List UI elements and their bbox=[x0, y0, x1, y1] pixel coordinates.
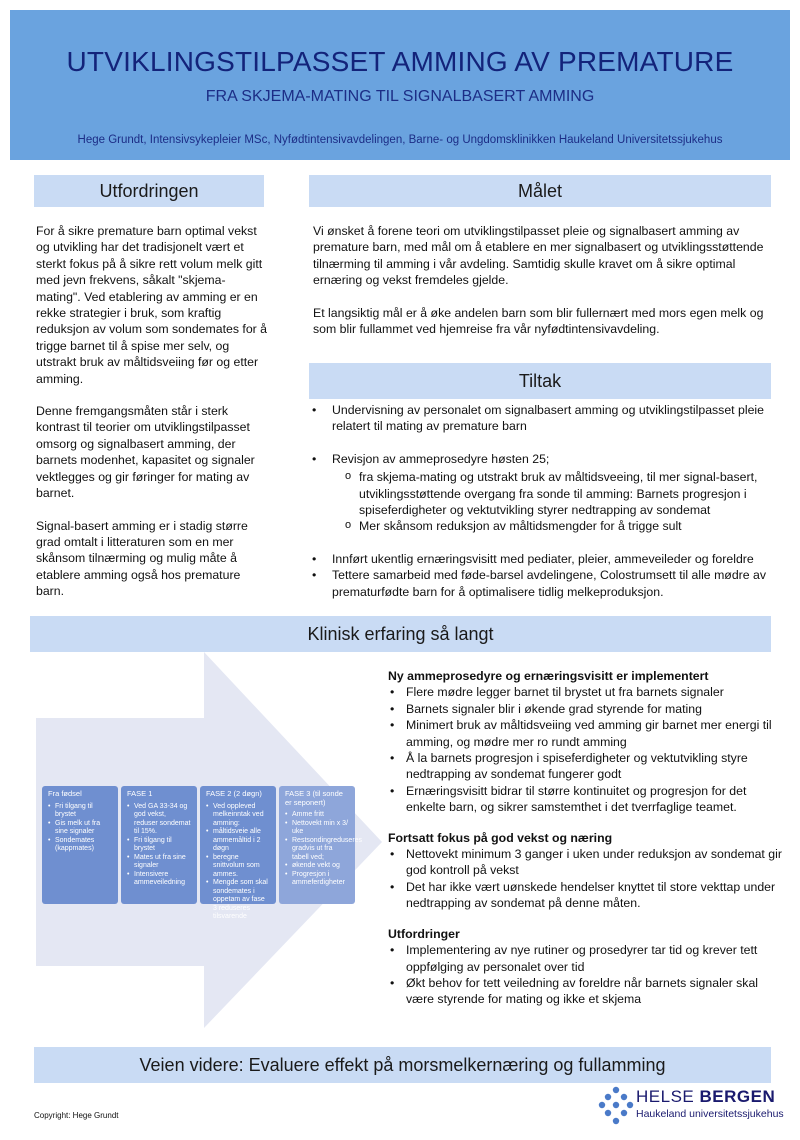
helse-bergen-logo bbox=[598, 1083, 788, 1127]
klinisk-item: • Barnets signaler blir i økende grad styrende for mating bbox=[388, 701, 784, 717]
klinisk-item: • Økt behov for tett veiledning av foreldre når barnets signaler skal være styrende for mating og ikke et skjema bbox=[388, 975, 784, 1008]
phase-box-fase2 bbox=[200, 786, 276, 920]
utfordringen-heading: Utfordringen bbox=[34, 175, 264, 207]
malet-heading: Målet bbox=[309, 175, 771, 207]
author-line: Hege Grundt, Intensivsykepleier MSc, Nyfødtintensivavdelingen, Barne- og Ungdomsklinikken Haukeland Universitetssjukehus bbox=[77, 134, 723, 146]
phase-box-fodsel bbox=[42, 786, 118, 904]
phase-item: • Sondemates (kappmates) bbox=[48, 837, 112, 854]
utfordringen-text bbox=[36, 223, 268, 616]
klinisk-item: • Implementering av nye rutiner og prosedyrer tar tid og krever tett oppfølging av personalet over tid bbox=[388, 942, 784, 975]
phase-box-fase1 bbox=[121, 786, 197, 904]
phase-item: • Intensivere ammeveiledning bbox=[127, 871, 191, 888]
klinisk-subheading: Utfordringer bbox=[388, 926, 460, 941]
klinisk-subheading: Ny ammeprosedyre og ernæringsvisitt er implementert bbox=[388, 669, 709, 683]
tiltak-item: • Tettere samarbeid med føde-barsel avdelingene, Colostrumsett til alle mødre av prematurfødte barn for å optimalisere tidlig melkeproduksjon. bbox=[305, 567, 775, 600]
phase-item: • Fri tilgang til brystet bbox=[48, 803, 112, 820]
phase-title: FASE 2 (2 døgn) bbox=[206, 789, 262, 798]
phase-item: • Nettovekt min x 3/ uke bbox=[285, 820, 349, 837]
phase-item: • Gis melk ut fra sine signaler bbox=[48, 820, 112, 837]
phase-item: • beregne snittvolum som ammes. bbox=[206, 854, 270, 880]
logo-subtitle: Haukeland universitetssjukehus bbox=[636, 1108, 784, 1120]
klinisk-heading: Klinisk erfaring så langt bbox=[30, 616, 771, 652]
utfordringen-paragraph: Denne fremgangsmåten står i sterk kontrast til teorier om utviklingstilpasset omsorg og signalbasert amming, der barnets modenhet, kapasitet og signaler vektlegges og gir føringer for mating av barnet. bbox=[36, 404, 255, 501]
phase-item: • Mates ut fra sine signaler bbox=[127, 854, 191, 871]
poster-header bbox=[10, 10, 790, 160]
utfordringen-paragraph: For å sikre premature barn optimal vekst og utvikling har det tradisjonelt vært et sterkt fokus på å sikre rett volum melk gitt med jevn frekvens, såkalt "skjema-mating". Ved etablering av amming er en rekke strategier i bruk, som kraftig reduksjon av volum som sondemates for å trigge barnet til å spise mer selv, og utstrakt bruk av måltidsveiing før og etter amming. bbox=[36, 224, 268, 386]
poster-title: UTVIKLINGSTILPASSET AMMING AV PREMATURE bbox=[66, 46, 734, 77]
utfordringen-paragraph: Signal-basert amming er i stadig større grad omtalt i litteraturen som en mer skånsom tilnærming og mulig måte å etablere amming også hos premature barn. bbox=[36, 518, 248, 599]
tiltak-subitem: o fra skjema-mating og utstrakt bruk av måltidsveeing, til mer signal-basert, utviklingsstøttende overgang fra sonde til amming: Barnets progresjon i spiseferdigheter og vektutvikling styrer nedtrapping av sondemat bbox=[332, 469, 775, 518]
tiltak-item: • Revisjon av ammeprosedyre høsten 25; o fra skjema-mating og utstrakt bruk av måltidsveeing, til mer signal-basert, utviklingsstøttende overgang fra sonde til amming: Barnets progresjon i spiseferdigheter og vektutvikling styrer nedtrapping av sondemat o Mer skånsom reduksjon av måltidsmengder for å trigge sult bbox=[305, 451, 775, 535]
klinisk-subheading: Fortsatt fokus på god vekst og næring bbox=[388, 830, 613, 845]
klinisk-item: • Minimert bruk av måltidsveiing ved amming gir barnet mer energi til amming, og mødre mer ro rundt amming bbox=[388, 717, 784, 750]
logo-name: HELSE BERGEN bbox=[636, 1087, 776, 1106]
phase-box-fase3 bbox=[279, 786, 363, 904]
malet-paragraph: Et langsiktig mål er å øke andelen barn som blir fullernært med mors egen melk og som blir fullammet ved hjemreise fra vår nyfødtintensivavdeling. bbox=[313, 305, 764, 337]
phase-item: • måltidsveie alle ammemåltid i 2 døgn bbox=[206, 828, 270, 854]
klinisk-item: • Flere mødre legger barnet til brystet ut fra barnets signaler bbox=[388, 684, 784, 700]
tiltak-list bbox=[305, 402, 775, 600]
klinisk-text bbox=[388, 668, 784, 1008]
malet-text bbox=[313, 223, 769, 353]
tiltak-item: • Undervisning av personalet om signalbasert amming og utviklingstilpasset pleie relatert til mating av premature barn bbox=[305, 402, 775, 435]
phase-item: • Fri tilgang til brystet bbox=[127, 837, 191, 854]
tiltak-heading: Tiltak bbox=[309, 363, 771, 399]
phase-item: • Progresjon i ammeferdigheter bbox=[285, 871, 349, 888]
veien-videre-banner: Veien videre: Evaluere effekt på morsmelkernæring og fullamming bbox=[34, 1047, 771, 1083]
malet-paragraph: Vi ønsket å forene teori om utviklingstilpasset pleie og signalbasert amming av premature barn, med mål om å etablere en mer signalbasert og utviklingsstøttende tilnærming til amming i vår avdeling. Samtidig skulle kravet om å sikre optimal ernæring og vekst fremdeles gjelde. bbox=[313, 224, 764, 288]
phase-item: • Ved oppleved melkeinntak ved amming: bbox=[206, 803, 270, 829]
poster-subtitle: FRA SKJEMA-MATING TIL SIGNALBASERT AMMING bbox=[205, 88, 595, 105]
phase-item: • Restsondingreduseres gradvis ut fra tabell ved; bbox=[285, 837, 349, 863]
klinisk-item: • Det har ikke vært uønskede hendelser knyttet til store vekttap under nedtrapping av sondemat på denne måten. bbox=[388, 879, 784, 912]
logo-dots-icon bbox=[598, 1085, 634, 1127]
phase-item: • Ved GA 33-34 og god vekst, reduser sondemat til 15%. bbox=[127, 803, 191, 837]
tiltak-subitem: o Mer skånsom reduksjon av måltidsmengder for å trigge sult bbox=[332, 518, 775, 534]
phase-item: • økende vekt og bbox=[285, 862, 349, 871]
klinisk-item: • Nettovekt minimum 3 ganger i uken under reduksjon av sondemat gir god kontroll på vekst bbox=[388, 846, 784, 879]
klinisk-item: • Ernæringsvisitt bidrar til større kontinuitet og progresjon for det enkelte barn, og sikrer samstemthet i det tverrfaglige teamet. bbox=[388, 783, 784, 816]
copyright-text: Copyright: Hege Grundt bbox=[34, 1111, 119, 1120]
phase-title: FASE 1 bbox=[127, 789, 153, 798]
klinisk-item: • Å la barnets progresjon i spiseferdigheter og vektutvikling styre nedtrapping av sondemat fungerer godt bbox=[388, 750, 784, 783]
phase-item: • Mengde som skal sondemates i oppetam av fase 3 reduseres tilsvarende bbox=[206, 879, 270, 922]
tiltak-item: • Innført ukentlig ernæringsvisitt med pediater, pleier, ammeveileder og foreldre bbox=[305, 551, 775, 567]
phase-title: Fra fødsel bbox=[48, 789, 82, 798]
phase-item: • Amme fritt bbox=[285, 811, 349, 820]
phase-title: FASE 3 (til sonde er seponert) bbox=[285, 789, 343, 807]
